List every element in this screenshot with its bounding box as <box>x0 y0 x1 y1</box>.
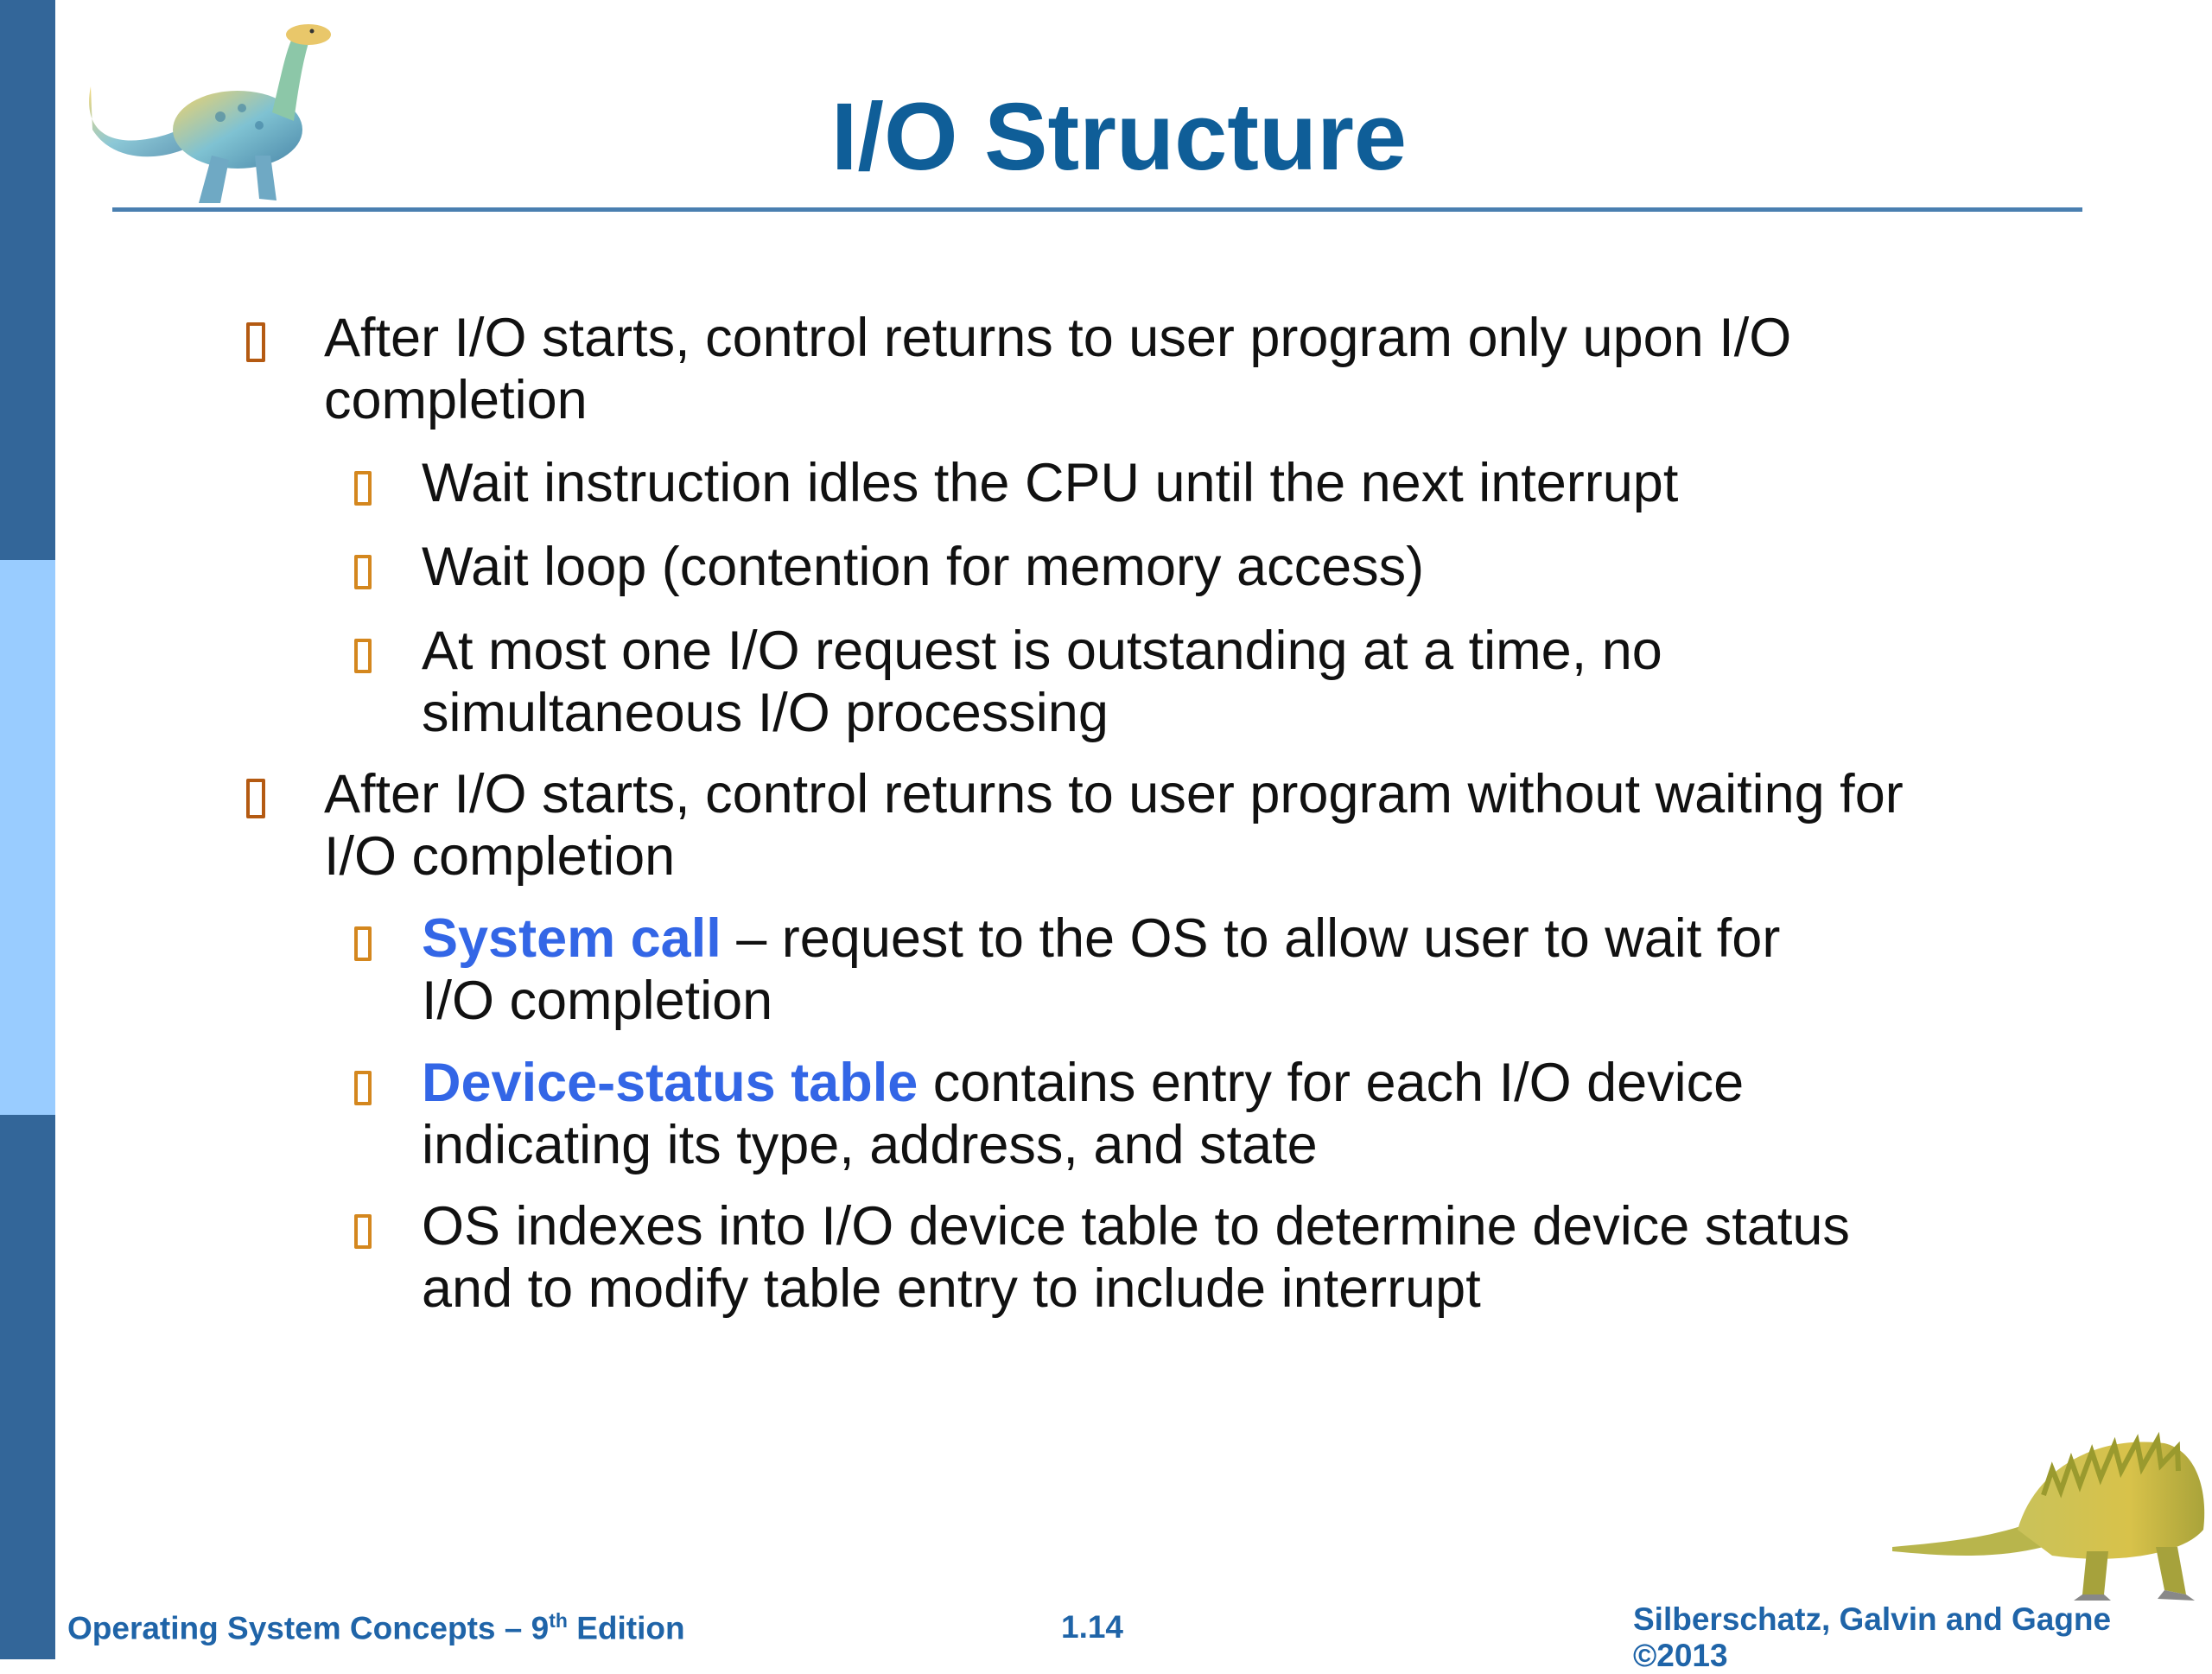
bullet-text: After I/O starts, control returns to user program only upon I/O completion <box>324 308 1792 430</box>
sub-bullet-marker-icon <box>354 471 372 506</box>
bullet-item <box>324 307 1948 431</box>
bullet-item <box>324 763 1948 888</box>
sub-bullet-item <box>422 536 1856 598</box>
sub-bullet-item <box>422 1195 1856 1320</box>
footer-book-prefix: Operating System Concepts – 9 <box>67 1610 550 1646</box>
footer-page-number: 1.14 <box>1061 1609 1124 1645</box>
sub-bullet-marker-icon <box>354 1071 372 1105</box>
left-stripe-middle <box>0 560 55 1115</box>
term-device-status-table: Device-status table <box>422 1053 918 1113</box>
bullet-text: Wait instruction idles the CPU until the next interrupt <box>422 453 1679 513</box>
sub-bullet-item <box>422 1052 1856 1176</box>
bullet-text: Wait loop (contention for memory access) <box>422 537 1425 597</box>
bullet-marker-icon <box>246 322 265 362</box>
bullet-text: – request to the OS to allow user to wait for I/O completion <box>422 908 1781 1031</box>
bullet-text: contains entry for each I/O device indicating its type, address, and state <box>422 1053 1745 1175</box>
footer-book-sup: th <box>549 1609 568 1632</box>
sub-bullet-marker-icon <box>354 555 372 589</box>
footer-book-suffix: Edition <box>567 1610 685 1646</box>
sub-bullet-item <box>422 452 1856 514</box>
bullet-text: OS indexes into I/O device table to determine device status and to modify table entry to include interrupt <box>422 1196 1850 1319</box>
title-divider <box>112 207 2082 212</box>
dinosaur-logo-bottom-icon <box>1888 1417 2208 1612</box>
footer-copyright: Silberschatz, Galvin and Gagne ©2013 <box>1633 1601 2112 1673</box>
slide-title: I/O Structure <box>830 84 1408 190</box>
sub-bullet-marker-icon <box>354 1214 372 1249</box>
bullet-marker-icon <box>246 779 265 818</box>
sub-bullet-item <box>422 907 1856 1032</box>
sub-bullet-item <box>422 620 1856 744</box>
bullet-text: After I/O starts, control returns to user program without waiting for I/O completion <box>324 764 1904 887</box>
left-stripe-bottom <box>0 1115 55 1659</box>
sub-bullet-marker-icon <box>354 926 372 961</box>
footer-book-title <box>67 1609 685 1646</box>
bullet-text: At most one I/O request is outstanding at a time, no simultaneous I/O processing <box>422 621 1662 743</box>
term-system-call: System call <box>422 908 721 969</box>
sub-bullet-marker-icon <box>354 639 372 673</box>
